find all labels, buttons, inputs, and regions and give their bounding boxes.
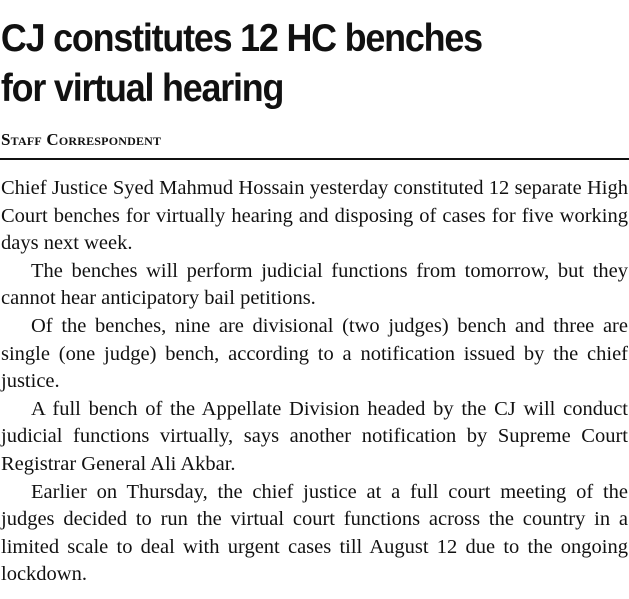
paragraph: Earlier on Thursday, the chief justice at a full court meeting of the judges decided to run the virtual court functions across the country in a limited scale to deal with urgent cases till August 12 due to the ongoing lockdown.	[1, 480, 628, 586]
byline: Staff Correspondent	[1, 130, 162, 149]
paragraph: A full bench of the Appellate Division headed by the CJ will conduct judicial functions virtually, says another notification by Supreme Court Registrar General Ali Akbar.	[1, 397, 628, 475]
divider-rule	[0, 158, 629, 160]
article-body	[1, 175, 628, 589]
headline-line-2: for virtual hearing	[0, 67, 284, 110]
headline-line-1: CJ constitutes 12 HC benches	[0, 17, 482, 60]
paragraph: Chief Justice Syed Mahmud Hossain yesterday constituted 12 separate High Court benches for virtually hearing and disposing of cases for five working days next week.	[1, 177, 628, 255]
paragraph: The benches will perform judicial functions from tomorrow, but they cannot hear anticipatory bail petitions.	[1, 259, 628, 310]
headline	[0, 0, 627, 114]
paragraph: Of the benches, nine are divisional (two judges) bench and three are single (one judge) bench, according to a notification issued by the chief justice.	[1, 314, 628, 393]
